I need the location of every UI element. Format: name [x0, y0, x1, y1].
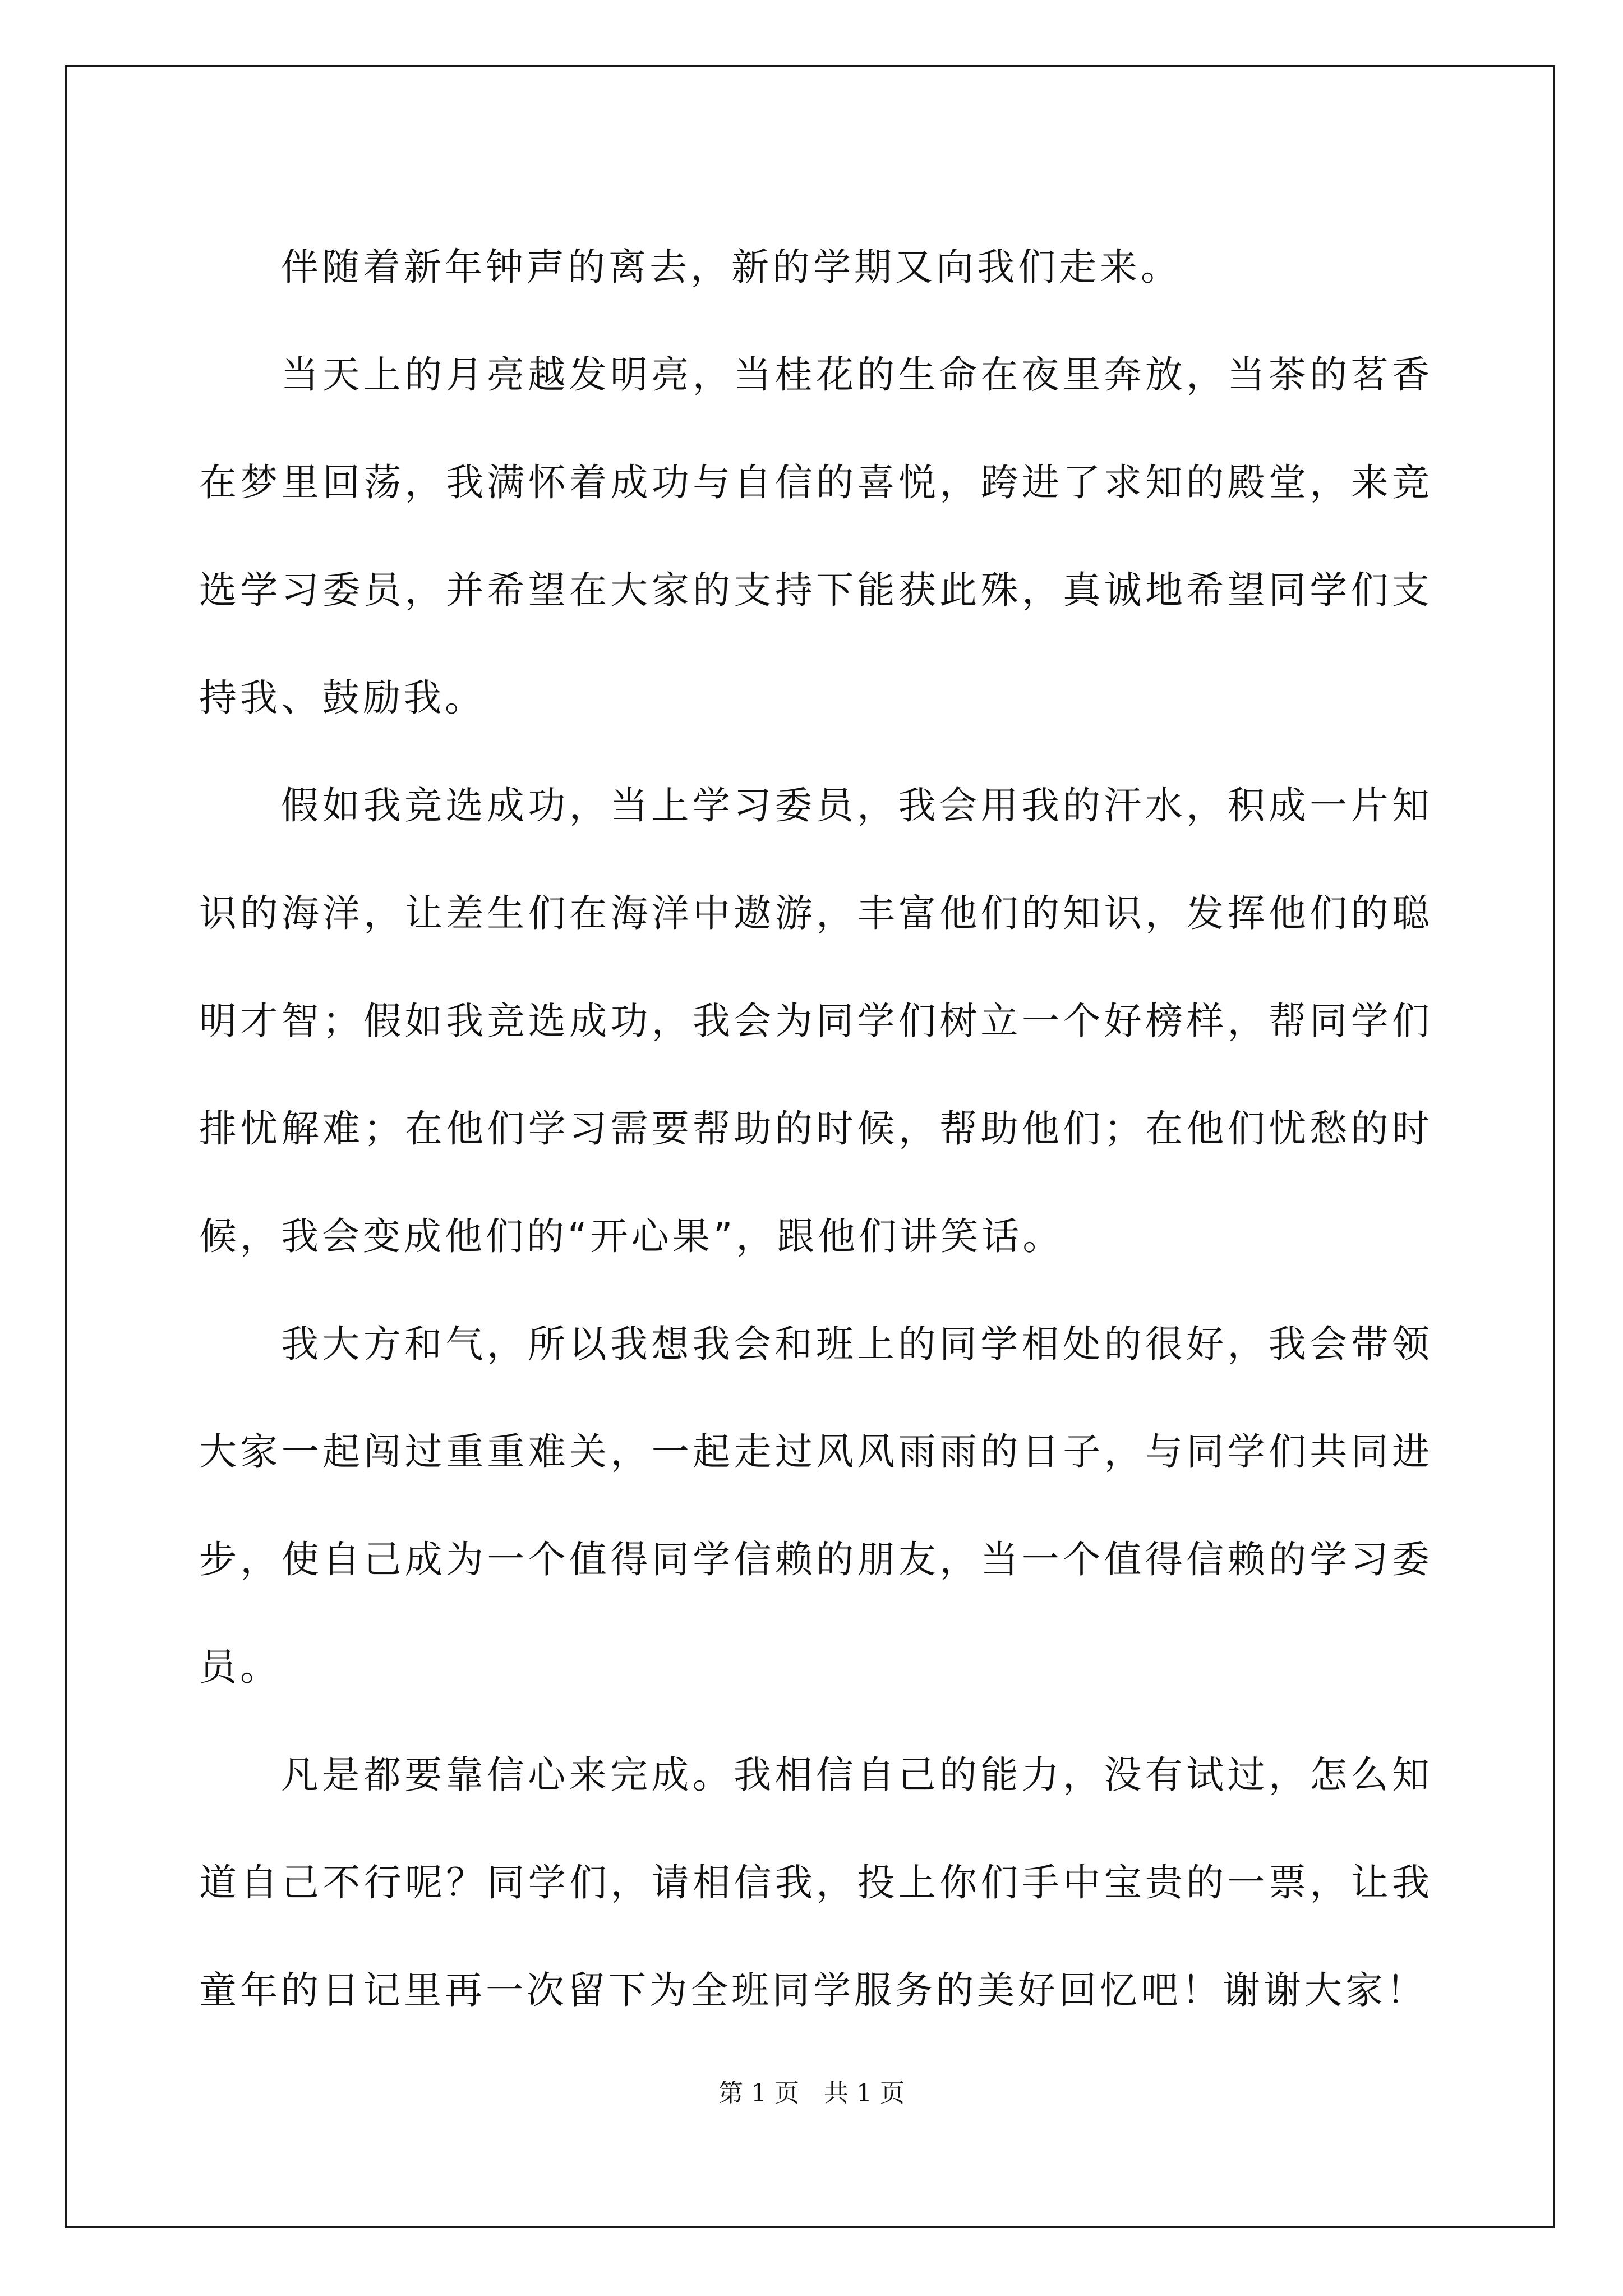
paragraph-4: 我大方和气，所以我想我会和班上的同学相处的很好，我会带领大家一起闯过重重难关，一起走过风风雨雨的日子，与同学们共同进步，使自己成为一个值得同学信赖的朋友，当一个值得信赖的学习委员。	[199, 1322, 1433, 1689]
paragraph-1: 伴随着新年钟声的离去，新的学期又向我们走来。	[281, 245, 1182, 289]
paragraph-3: 假如我竞选成功，当上学习委员，我会用我的汗水，积成一片知识的海洋，让差生们在海洋中遨游，丰富他们的知识，发挥他们的聪明才智；假如我竞选成功，我会为同学们树立一个好榜样，帮同学们排忧解难；在他们学习需要帮助的时候，帮助他们；在他们忧愁的时候，我会变成他们的“开心果”，跟他们讲笑话。	[199, 784, 1433, 1258]
paragraph-5: 凡是都要靠信心来完成。我相信自己的能力，没有试过，怎么知道自己不行呢？同学们，请相信我，投上你们手中宝贵的一票，让我童年的日记里再一次留下为全班同学服务的美好回忆吧！谢谢大家！	[199, 1753, 1433, 2012]
document-body	[199, 213, 1433, 2044]
paragraph-2: 当天上的月亮越发明亮，当桂花的生命在夜里奔放，当茶的茗香在梦里回荡，我满怀着成功与自信的喜悦，跨进了求知的殿堂，来竞选学习委员，并希望在大家的支持下能获此殊，真诚地希望同学们支持我、鼓励我。	[199, 353, 1433, 720]
page-number-footer: 第 1 页 共 1 页	[718, 2079, 905, 2108]
